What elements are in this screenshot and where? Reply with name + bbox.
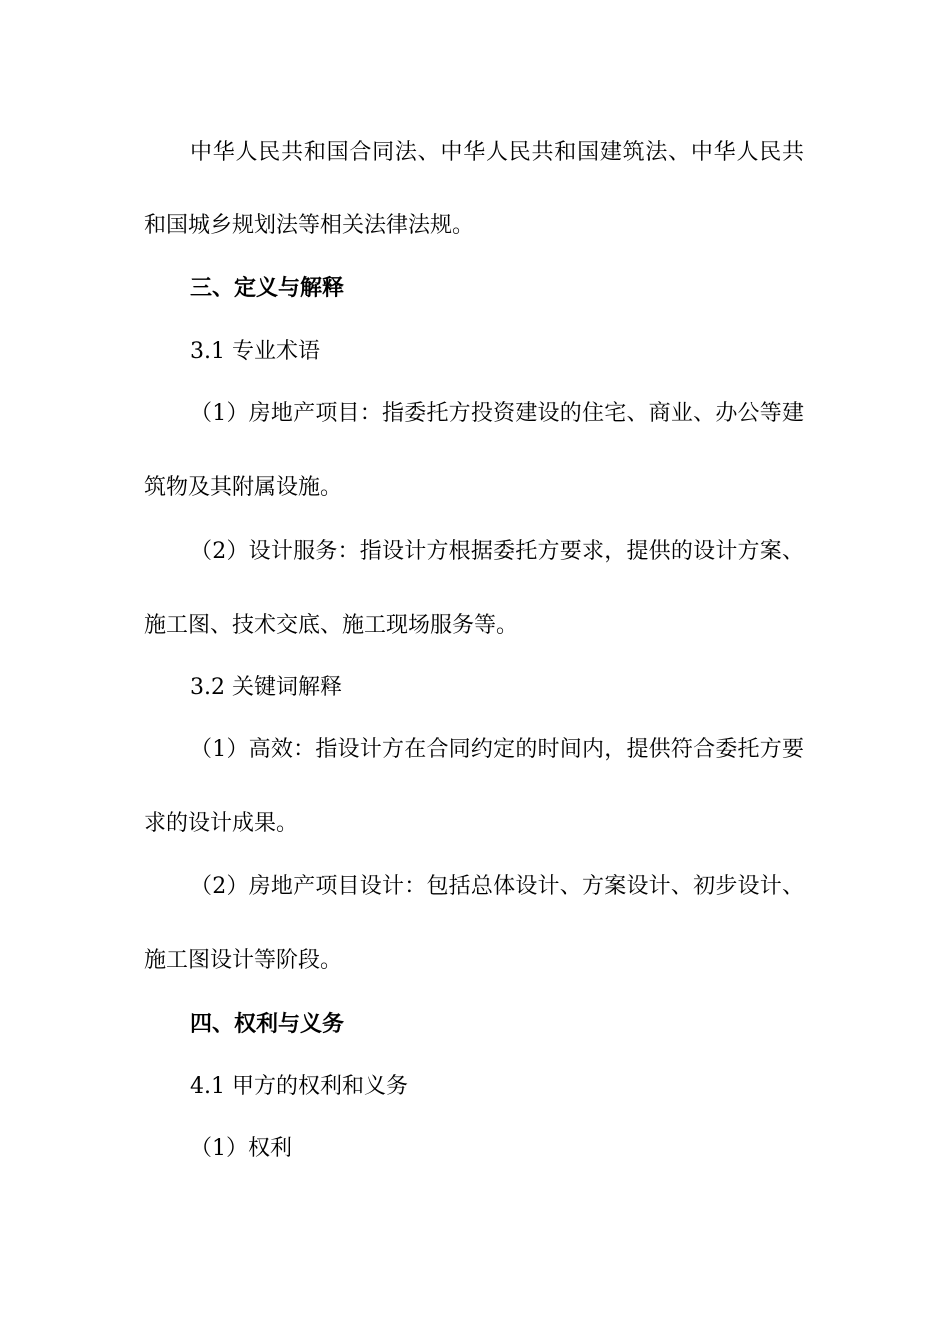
subsection-4-1-heading: 4.1 甲方的权利和义务 — [190, 1074, 408, 1099]
term-real-estate-line-1: （1）房地产项目：指委托方投资建设的住宅、商业、办公等建 — [190, 401, 804, 426]
term-design-service-line-1: （2）设计服务：指设计方根据委托方要求，提供的设计方案、 — [190, 539, 804, 564]
subsection-3-2-heading: 3.2 关键词解释 — [190, 675, 342, 700]
section-3-heading: 三、定义与解释 — [190, 275, 345, 301]
keyword-efficient-line-1: （1）高效：指设计方在合同约定的时间内，提供符合委托方要 — [190, 737, 804, 762]
keyword-efficient-line-2: 求的设计成果。 — [144, 811, 299, 836]
section-4-heading: 四、权利与义务 — [190, 1011, 345, 1037]
law-basis-line-1: 中华人民共和国合同法、中华人民共和国建筑法、中华人民共 — [190, 140, 804, 165]
subsection-3-1-heading: 3.1 专业术语 — [190, 339, 320, 364]
rights-item: （1）权利 — [190, 1136, 292, 1161]
keyword-project-design-line-2: 施工图设计等阶段。 — [144, 948, 343, 973]
term-design-service-line-2: 施工图、技术交底、施工现场服务等。 — [144, 613, 519, 638]
term-real-estate-line-2: 筑物及其附属设施。 — [144, 475, 343, 500]
law-basis-line-2: 和国城乡规划法等相关法律法规。 — [144, 213, 475, 238]
keyword-project-design-line-1: （2）房地产项目设计：包括总体设计、方案设计、初步设计、 — [190, 874, 804, 899]
